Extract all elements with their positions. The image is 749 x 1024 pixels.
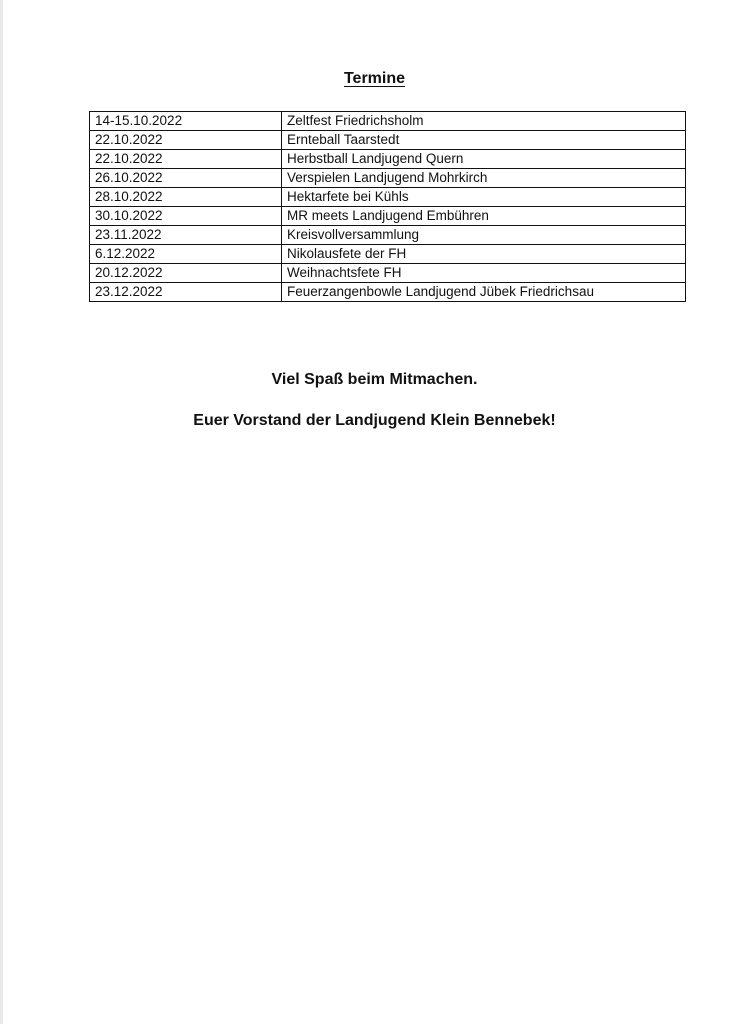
event-name: Herbstball Landjugend Quern xyxy=(282,150,686,169)
event-name: MR meets Landjugend Embühren xyxy=(282,207,686,226)
event-date: 23.12.2022 xyxy=(90,283,282,302)
event-name: Verspielen Landjugend Mohrkirch xyxy=(282,169,686,188)
closing-greeting: Viel Spaß beim Mitmachen. xyxy=(271,371,478,388)
event-date: 6.12.2022 xyxy=(90,245,282,264)
event-date: 26.10.2022 xyxy=(90,169,282,188)
event-date: 22.10.2022 xyxy=(90,131,282,150)
table-row xyxy=(90,207,686,226)
event-date: 30.10.2022 xyxy=(90,207,282,226)
event-date: 20.12.2022 xyxy=(90,264,282,283)
event-date: 14-15.10.2022 xyxy=(90,112,282,131)
event-name: Weihnachtsfete FH xyxy=(282,264,686,283)
closing-signature: Euer Vorstand der Landjugend Klein Bennebek! xyxy=(193,412,556,429)
event-date: 22.10.2022 xyxy=(90,150,282,169)
table-row xyxy=(90,264,686,283)
table-row xyxy=(90,226,686,245)
table-row xyxy=(90,283,686,302)
page-title-text: Termine xyxy=(343,70,406,87)
table-row xyxy=(90,188,686,207)
events-table xyxy=(89,111,686,302)
event-name: Nikolausfete der FH xyxy=(282,245,686,264)
table-row xyxy=(90,169,686,188)
table-row xyxy=(90,131,686,150)
event-date: 23.11.2022 xyxy=(90,226,282,245)
table-row xyxy=(90,245,686,264)
event-date: 28.10.2022 xyxy=(90,188,282,207)
event-name: Hektarfete bei Kühls xyxy=(282,188,686,207)
event-name: Zeltfest Friedrichsholm xyxy=(282,112,686,131)
page-edge xyxy=(0,0,3,1024)
page-title xyxy=(0,70,749,88)
event-name: Ernteball Taarstedt xyxy=(282,131,686,150)
table-row xyxy=(90,150,686,169)
event-name: Feuerzangenbowle Landjugend Jübek Friedrichsau xyxy=(282,283,686,302)
event-name: Kreisvollversammlung xyxy=(282,226,686,245)
table-row xyxy=(90,112,686,131)
